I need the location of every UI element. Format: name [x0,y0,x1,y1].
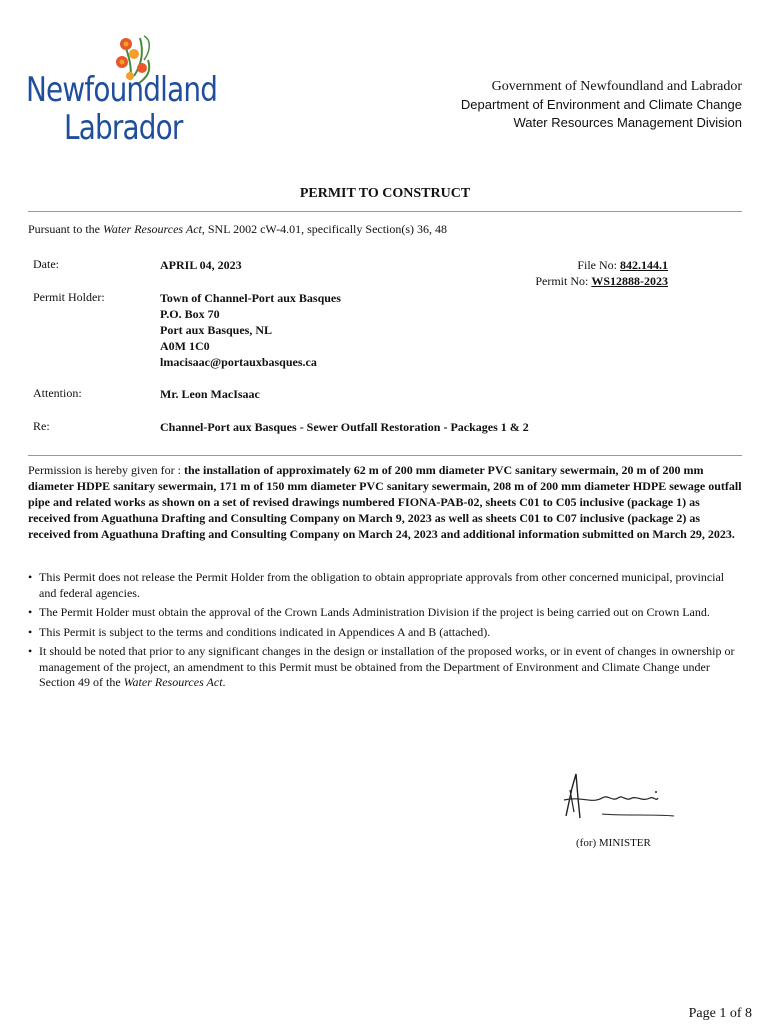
holder-email: lmacisaac@portauxbasques.ca [160,355,317,369]
page-number: Page 1 of 8 [688,1006,752,1021]
holder-line: Town of Channel-Port aux Basques [160,291,341,305]
holder-line: Port aux Basques, NL [160,323,273,337]
condition-text: This Permit does not release the Permit Holder from the obligation to obtain appropriate approvals from other concerned municipal, provincial and federal agencies. [39,570,725,600]
permit-holder-label: Permit Holder: [33,290,105,304]
minister-signature [562,768,682,828]
file-number-label: File No: [577,258,620,272]
condition-item [28,625,742,641]
file-number-value: 842.144.1 [620,258,668,272]
pursuant-suffix: , SNL 2002 cW-4.01, specifically Section(s) 36, 48 [201,222,448,236]
signature-caption: (for) MINISTER [576,837,651,849]
logo-wordmark-line1: Newfoundland [26,70,218,110]
issuer-block [461,78,742,132]
file-number-row [535,257,668,273]
date-value: APRIL 04, 2023 [160,258,242,272]
bullet-glyph: • [28,605,33,619]
permission-paragraph [28,462,742,542]
date-label: Date: [33,257,59,271]
condition-text: It should be noted that prior to any significant changes in the design or installation of the proposed works, or in event of changes in ownership or management of the project, an amendment to this Permit must be obtained from the Department of Environment and Climate Change under Section 49 of the [39,644,735,689]
bullet-glyph: • [28,624,33,639]
attention-label: Attention: [33,386,82,400]
re-label: Re: [33,419,50,433]
re-value: Channel-Port aux Basques - Sewer Outfall Restoration - Packages 1 & 2 [160,420,529,434]
section-divider [28,455,742,456]
holder-line: A0M 1C0 [160,339,210,353]
attention-value: Mr. Leon MacIsaac [160,387,260,401]
permission-prefix: Permission is hereby given for : [28,463,184,477]
title-divider [28,211,742,212]
permit-number-label: Permit No: [535,274,592,288]
condition-item [28,605,742,621]
holder-line: P.O. Box 70 [160,307,220,321]
condition-item [28,570,742,601]
condition-text: The Permit Holder must obtain the approval of the Crown Lands Administration Division if the project is being carried out on Crown Land. [39,605,710,619]
condition-end: . [222,675,226,689]
conditions-list [28,570,742,695]
pursuant-prefix: Pursuant to the [28,222,103,236]
permit-holder-address [160,290,341,370]
document-title: PERMIT TO CONSTRUCT [299,186,471,201]
permit-number-value: WS12888-2023 [591,274,668,288]
permit-number-row [535,273,668,289]
division-name: Water Resources Management Division [513,115,742,130]
government-name: Government of Newfoundland and Labrador [491,79,742,94]
pursuant-statement [28,222,447,237]
department-name: Department of Environment and Climate Change [460,97,742,112]
condition-text: This Permit is subject to the terms and conditions indicated in Appendices A and B (attached). [39,624,491,639]
bullet-glyph: • [28,644,33,658]
permission-body: the installation of approximately 62 m of 200 mm diameter PVC sanitary sewermain, 20 m of 200 mm diameter HDPE sanitary sewermain, 171 m of 150 mm diameter PVC sanitary sewermain, 208 m of 200 mm diameter HDPE sewage outfall pipe and related works as shown on a set of revised drawings numbered FIONA-PAB-02, sheets C01 to C05 inclusive (package 1) as received from Aguathuna Drafting and Consulting Company on March 9, 2023 as well as sheets C01 to C07 inclusive (package 2) as received from Aguathuna Drafting and Consulting Company on March 24, 2023 and additional information submitted on March 29, 2023. [28,463,742,541]
bullet-glyph: • [28,570,33,584]
pursuant-act: Water Resources Act [103,222,202,236]
government-logo [26,30,236,148]
file-info [535,257,668,289]
logo-wordmark-line2: Labrador [64,108,183,148]
condition-act: Water Resources Act [123,675,223,689]
condition-item [28,644,742,691]
